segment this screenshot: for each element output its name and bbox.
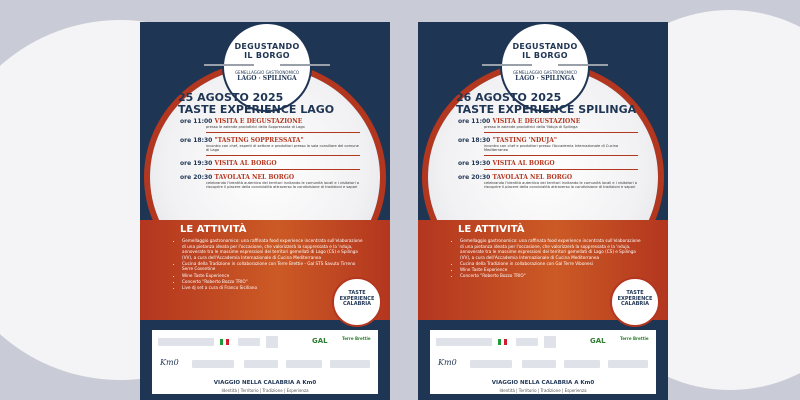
program-list [458,118,638,194]
activity-item: • Cucina della Tradizione in collaborazione con Gal Terre Vibonesi [460,261,642,267]
activity-item: • Live dj set a cura di Franco Siciliano [182,285,364,291]
logo-title-line2: IL BORGO [244,51,290,60]
partner-logo [522,360,556,368]
logo-places: LAGO · SPILINGA [515,75,575,82]
fork-knife-icon [204,62,330,68]
logo-places: LAGO · SPILINGA [237,75,297,82]
terre-brettie-logo: Terre Brettie [342,336,371,341]
italy-flag-icon [220,339,229,345]
activity-item: • Wine Taste Experience [460,267,642,273]
region-logo [238,338,260,346]
logo-title-line2: IL BORGO [522,51,568,60]
partner-logo [330,360,370,368]
km0-logo: Km0 [160,358,179,367]
activity-item: • Wine Taste Experience [182,273,364,279]
program-item: ore 20:30 TAVOLATA NEL BORGO celebrando l'identità autentica dei territori invitando le comunità locali e i visitatori a riscoprire il piacere della convivialità attraverso la condivisione di tradizioni e sapori [458,173,637,189]
program-item: ore 18:30 "TASTING SOPPRESSATA" incontro con chef, esperti di settore e produttori presso la sala consiliare del comune di Lago [180,137,360,156]
poster-spilinga [418,22,668,400]
program-item: ore 11:00 VISITA E DEGUSTAZIONE presso le aziende produttrici della 'Nduja di Spilinga [458,118,638,133]
italy-flag-icon [498,339,507,345]
logo-title-line1: DEGUSTANDO [234,42,300,51]
km0-logo: Km0 [438,358,457,367]
taste-experience-badge: TASTE EXPERIENCE CALABRIA [332,277,382,327]
taste-experience-badge: TASTE EXPERIENCE CALABRIA [610,277,660,327]
gal-logo: GAL [312,337,328,345]
activities-title: LE ATTIVITÀ [180,224,247,235]
event-headline: TASTE EXPERIENCE SPILINGA [456,103,637,116]
ministry-logo [158,338,214,346]
event-date: 25 AGOSTO 2025 TASTE EXPERIENCE LAGO [178,91,335,116]
activities-list [452,238,642,279]
activity-item: • Concerto "Roberto Bozzo TRIO" [182,279,364,285]
logo-subtitle: GEMELLAGGIO GASTRONOMICO [512,70,578,75]
activity-item: • Cucina della Tradizione in collaborazione con Terre Brettie - Gal STS Savuto Tirreno Serre Cosentine [182,261,364,272]
terre-brettie-logo: Terre Brettie [620,336,649,341]
program-item: ore 20:30 TAVOLATA NEL BORGO celebrando l'identità autentica dei territori invitando le comunità locali e i visitatori a riscoprire il piacere della convivialità attraverso la condivisione di tradizioni e sapori [180,173,359,189]
footer-subtitle: Identità | Territorio | Tradizione | Esperienza [221,388,309,393]
footer-subtitle: Identità | Territorio | Tradizione | Esperienza [499,388,587,393]
program-list [180,118,360,194]
program-item: ore 18:30 "TASTING 'NDUJA" incontro con chef e produttori presso l'Accademia Internazionale di Cucina Mediterranea [458,137,638,156]
footer-title: VIAGGIO NELLA CALABRIA A Km0 [491,380,595,386]
partner-logo [470,360,512,368]
partner-logo [608,360,648,368]
footer-title: VIAGGIO NELLA CALABRIA A Km0 [213,380,317,386]
partner-logo [564,360,600,368]
program-item: ore 19:30 VISITA AL BORGO [180,160,360,170]
partner-logo [244,360,278,368]
municipality-logo [544,336,556,348]
event-headline: TASTE EXPERIENCE LAGO [178,103,335,116]
activity-item: • Gemellaggio gastronomico: una raffinata food experience incentrata sull'elaborazione di una pietanza ideata per l'occasione, che valorizzerà la soppressata e la 'nduja, annoverate tra le massime espressioni dei territori gemellati di Lago (CS) e Spilinga (VV), a cura dell'Accademia Internazionale di Cucina Mediterranea [182,238,364,260]
program-item: ore 11:00 VISITA E DEGUSTAZIONE presso le aziende produttrici della Soppressata di Lago [180,118,360,133]
region-logo [516,338,538,346]
municipality-logo [266,336,278,348]
logo-title-line1: DEGUSTANDO [512,42,578,51]
ministry-logo [436,338,492,346]
gal-logo: GAL [590,337,606,345]
sponsor-logos [430,330,656,394]
fork-knife-icon [482,62,608,68]
activity-item: • Gemellaggio gastronomico: una raffinata food experience incentrata sull'elaborazione di una pietanza ideata per l'occasione, che valorizzerà la soppressata e la 'nduja, annoverate tra le massime espressioni dei territori gemellati di Lago (CS) e Spilinga (VV), a cura dell'Accademia Internazionale di Cucina Mediterranea [460,238,642,260]
activity-item: • Concerto "Roberto Bozzo TRIO" [460,273,642,279]
sponsor-logos [152,330,378,394]
program-item: ore 19:30 VISITA AL BORGO [458,160,638,170]
logo-subtitle: GEMELLAGGIO GASTRONOMICO [234,70,300,75]
activities-title: LE ATTIVITÀ [458,224,525,235]
activities-list [174,238,364,291]
event-date: 26 AGOSTO 2025 TASTE EXPERIENCE SPILINGA [456,91,637,116]
partner-logo [286,360,322,368]
partner-logo [192,360,234,368]
poster-lago [140,22,390,400]
